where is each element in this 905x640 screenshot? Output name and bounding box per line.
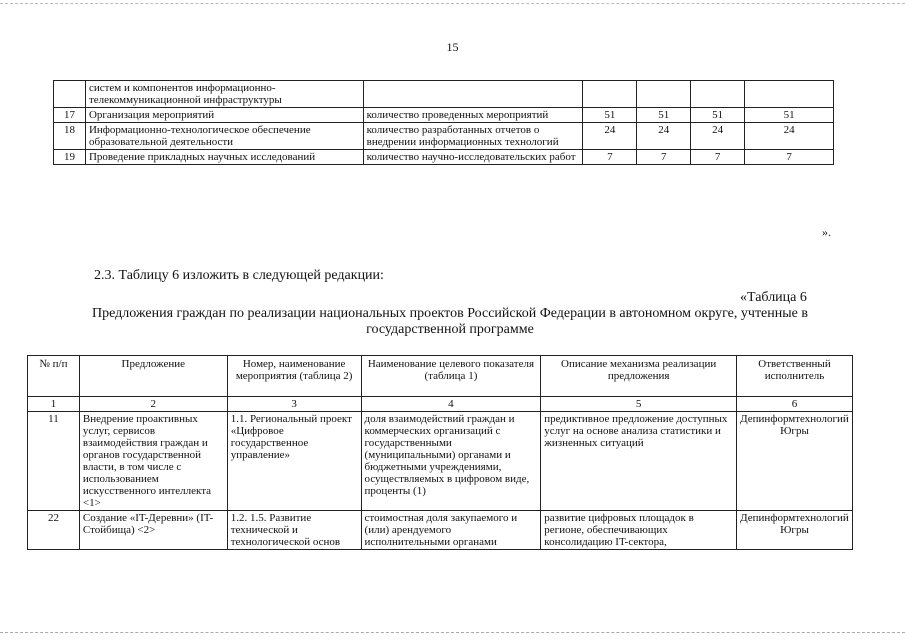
activity-cell: Информационно-технологическое обеспечение образовательной деятельности: [85, 123, 363, 150]
closing-quote: ».: [822, 225, 831, 239]
value-cell: [745, 81, 834, 108]
value-cell: 7: [637, 150, 691, 165]
value-cell: 24: [691, 123, 745, 150]
value-cell: 7: [691, 150, 745, 165]
page-number: 15: [446, 40, 459, 54]
row-number: [54, 81, 86, 108]
value-cell: 51: [745, 108, 834, 123]
proposal-cell: Внедрение проактивных услуг, сервисов взаимодействия граждан и органов государственной власти, в том числе с использованием искусственного интеллекта <1>: [79, 412, 227, 511]
header-cell: Предложение: [79, 356, 227, 397]
table-title: Предложения граждан по реализации национальных проектов Российской Федерации в автономном округе, учтенные в государственной программе: [91, 306, 808, 337]
column-number-row: [28, 397, 853, 412]
header-cell: № п/п: [28, 356, 80, 397]
table-header-row: [28, 356, 853, 397]
table-row: [54, 81, 834, 108]
header-cell: Номер, наименование мероприятия (таблица 2): [227, 356, 361, 397]
value-cell: 7: [745, 150, 834, 165]
value-cell: 24: [745, 123, 834, 150]
table-label: «Таблица 6: [740, 290, 807, 305]
indicator-cell: количество проведенных мероприятий: [363, 108, 583, 123]
citizen-proposals-table: [27, 355, 853, 550]
mechanism-cell: развитие цифровых площадок в регионе, обеспечивающих консолидацию IT-сектора,: [541, 511, 737, 550]
value-cell: 51: [583, 108, 637, 123]
activity-cell: Организация мероприятий: [85, 108, 363, 123]
table-row: [28, 511, 853, 550]
column-number: 2: [79, 397, 227, 412]
indicator-cell: количество разработанных отчетов о внедрении информационных технологий: [363, 123, 583, 150]
table-row: [54, 123, 834, 150]
indicator-cell: [363, 81, 583, 108]
executor-cell: Депинформтехнологий Югры: [736, 511, 852, 550]
column-number: 1: [28, 397, 80, 412]
table-row: [28, 412, 853, 511]
activity-cell: Проведение прикладных научных исследований: [85, 150, 363, 165]
table-row: [54, 150, 834, 165]
header-cell: Описание механизма реализации предложения: [541, 356, 737, 397]
row-number: 17: [54, 108, 86, 123]
row-number: 22: [28, 511, 80, 550]
value-cell: 51: [637, 108, 691, 123]
activity-cell: систем и компонентов информационно-телекоммуникационной инфраструктуры: [85, 81, 363, 108]
value-cell: [583, 81, 637, 108]
event-cell: 1.1. Региональный проект «Цифровое государственное управление»: [227, 412, 361, 511]
value-cell: 51: [691, 108, 745, 123]
scan-edge-top: [0, 3, 905, 4]
row-number: 11: [28, 412, 80, 511]
row-number: 18: [54, 123, 86, 150]
mechanism-cell: предиктивное предложение доступных услуг на основе анализа статистики и жизненных ситуаций: [541, 412, 737, 511]
section-heading: 2.3. Таблицу 6 изложить в следующей редакции:: [94, 268, 384, 283]
column-number: 6: [736, 397, 852, 412]
row-number: 19: [54, 150, 86, 165]
proposal-cell: Создание «IT-Деревни» (IT-Стойбища) <2>: [79, 511, 227, 550]
column-number: 5: [541, 397, 737, 412]
value-cell: [637, 81, 691, 108]
indicator-cell: количество научно-исследовательских работ: [363, 150, 583, 165]
indicator-cell: стоимостная доля закупаемого и (или) арендуемого исполнительными органами: [361, 511, 541, 550]
table-row: [54, 108, 834, 123]
column-number: 3: [227, 397, 361, 412]
executor-cell: Депинформтехнологий Югры: [736, 412, 852, 511]
value-cell: 24: [583, 123, 637, 150]
value-cell: 7: [583, 150, 637, 165]
header-cell: Наименование целевого показателя (таблица 1): [361, 356, 541, 397]
value-cell: 24: [637, 123, 691, 150]
event-cell: 1.2. 1.5. Развитие технической и технологической основ: [227, 511, 361, 550]
header-cell: Ответственный исполнитель: [736, 356, 852, 397]
column-number: 4: [361, 397, 541, 412]
indicator-cell: доля взаимодействий граждан и коммерческих организаций с государственными (муниципальными) органами и бюджетными учреждениями, осуществляемых в цифровом виде, проценты (1): [361, 412, 541, 511]
value-cell: [691, 81, 745, 108]
scan-edge-bottom: [0, 632, 905, 633]
indicators-table-continued: [53, 80, 834, 165]
